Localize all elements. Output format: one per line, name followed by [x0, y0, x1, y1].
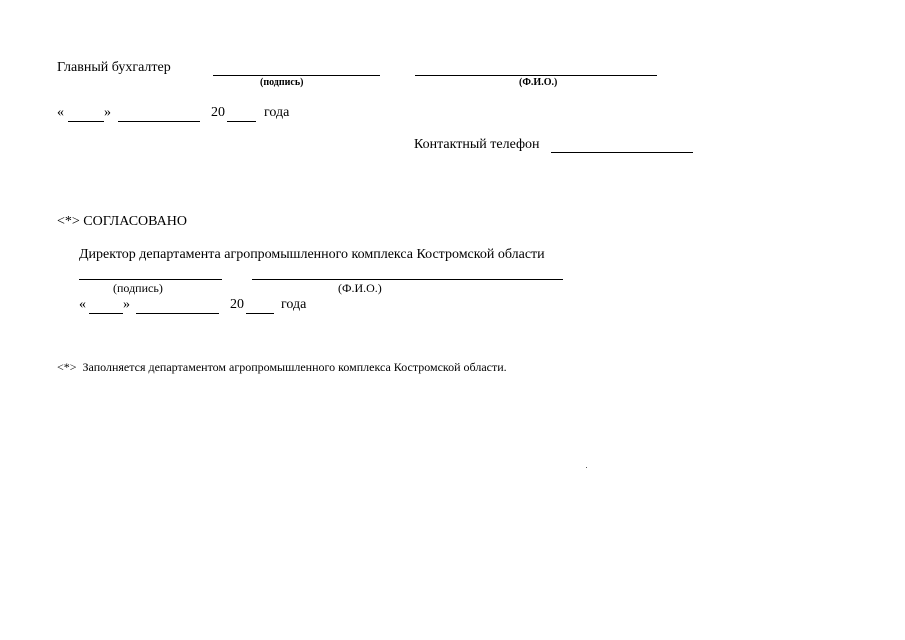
footnote — [57, 360, 507, 375]
date-close-quote: » — [104, 105, 111, 120]
approval-date-month-line — [136, 313, 219, 314]
approval-signature-line — [79, 279, 222, 280]
scan-speck — [586, 467, 587, 468]
approval-date-close-quote: » — [123, 297, 130, 312]
approval-date-year-suffix: года — [281, 297, 307, 312]
approval-date-year-line — [246, 313, 274, 314]
date-month-line — [118, 121, 200, 122]
approval-date-year-prefix: 20 — [230, 297, 244, 312]
approval-date-open-quote: « — [79, 297, 86, 312]
contact-phone-label: Контактный телефон — [414, 137, 540, 152]
chief-accountant-name-line — [415, 75, 657, 76]
chief-accountant-name-caption: (Ф.И.О.) — [519, 77, 558, 88]
approval-heading: <*> СОГЛАСОВАНО — [57, 214, 187, 229]
approval-signature-caption: (подпись) — [113, 281, 163, 295]
date-day-line — [68, 121, 104, 122]
chief-accountant-label: Главный бухгалтер — [57, 60, 171, 75]
approval-date-day-line — [89, 313, 123, 314]
date-year-prefix: 20 — [211, 105, 225, 120]
date-year-suffix: года — [264, 105, 290, 120]
approval-name-caption: (Ф.И.О.) — [338, 281, 382, 295]
contact-phone-line — [551, 152, 693, 153]
footnote-text: Заполняется департаментом агропромышленного комплекса Костромской области. — [82, 360, 507, 374]
approval-position: Директор департамента агропромышленного комплекса Костромской области — [79, 247, 545, 262]
approval-name-line — [252, 279, 563, 280]
date-open-quote: « — [57, 105, 64, 120]
chief-accountant-signature-line — [213, 75, 380, 76]
footnote-marker: <*> — [57, 360, 77, 374]
date-year-line — [227, 121, 256, 122]
chief-accountant-signature-caption: (подпись) — [260, 77, 304, 88]
